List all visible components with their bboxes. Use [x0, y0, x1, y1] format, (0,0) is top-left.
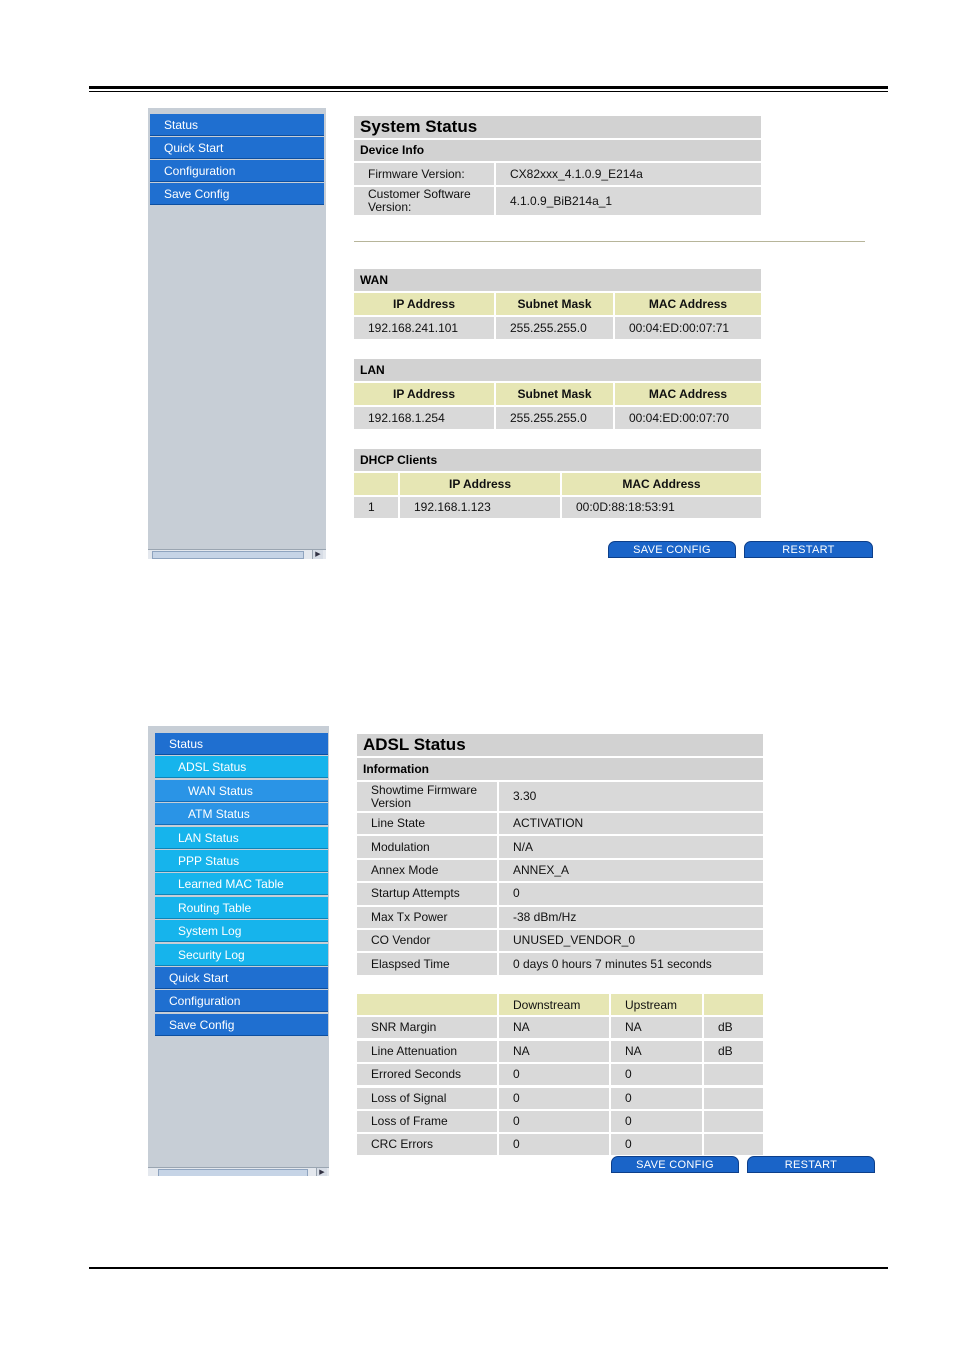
menu-item-lan-status[interactable]: LAN Status: [155, 827, 328, 849]
menu-item-configuration[interactable]: Configuration: [155, 990, 328, 1012]
info-label: Modulation: [357, 836, 497, 857]
lan-ip-value: 192.168.1.254: [354, 407, 494, 429]
stats-cell: [704, 1134, 763, 1155]
adsl-status-screenshot: [148, 726, 875, 1176]
stats-row-label: SNR Margin: [357, 1017, 497, 1038]
stats-col-header: [704, 994, 763, 1015]
lan-heading: LAN: [354, 359, 761, 381]
system-status-screenshot: [148, 108, 875, 559]
menu-item-learned-mac-table[interactable]: Learned MAC Table: [155, 873, 328, 895]
bottom-rule: [89, 1267, 888, 1269]
stats-cell: [704, 1111, 763, 1132]
info-label: Line State: [357, 813, 497, 834]
stats-cell: NA: [611, 1017, 702, 1038]
stats-row-label: Loss of Signal: [357, 1088, 497, 1109]
stats-cell: 0: [499, 1134, 609, 1155]
save-config-button[interactable]: SAVE CONFIG: [611, 1156, 739, 1173]
menu-item-quick-start[interactable]: Quick Start: [155, 967, 328, 989]
customer-software-value: 4.1.0.9_BiB214a_1: [496, 187, 761, 215]
section-divider: [354, 241, 865, 242]
stats-col-header: [357, 994, 497, 1015]
stats-cell: 0: [611, 1111, 702, 1132]
scroll-thumb[interactable]: [152, 551, 304, 559]
menu-item-status[interactable]: Status: [155, 733, 328, 755]
menu-item-save-config[interactable]: Save Config: [155, 1014, 328, 1036]
device-info-heading: Device Info: [354, 140, 761, 161]
info-value: UNUSED_VENDOR_0: [499, 930, 763, 951]
info-value: 0: [499, 883, 763, 904]
info-value: -38 dBm/Hz: [499, 907, 763, 928]
dhcp-ip-value: 192.168.1.123: [400, 497, 560, 518]
stats-cell: dB: [704, 1041, 763, 1062]
button-bar: [329, 1156, 875, 1176]
dhcp-col-mac: MAC Address: [562, 473, 761, 495]
info-value: 0 days 0 hours 7 minutes 51 seconds: [499, 953, 763, 974]
stats-row-label: CRC Errors: [357, 1134, 497, 1155]
stats-col-header: Upstream: [611, 994, 702, 1015]
info-label: Annex Mode: [357, 860, 497, 881]
info-value: 3.30: [499, 782, 763, 811]
menu-item-security-log[interactable]: Security Log: [155, 944, 328, 966]
menu-item-status[interactable]: Status: [150, 114, 324, 136]
customer-software-label: Customer Software Version:: [354, 187, 494, 215]
page-title: ADSL Status: [357, 734, 763, 756]
wan-ip-value: 192.168.241.101: [354, 317, 494, 339]
wan-mac-value: 00:04:ED:00:07:71: [615, 317, 761, 339]
menu-item-system-log[interactable]: System Log: [155, 920, 328, 942]
info-label: CO Vendor: [357, 930, 497, 951]
stats-cell: 0: [499, 1111, 609, 1132]
info-label: Max Tx Power: [357, 907, 497, 928]
dhcp-col-ip: IP Address: [400, 473, 560, 495]
stats-cell: 0: [499, 1064, 609, 1085]
dhcp-col-index: [354, 473, 398, 495]
button-bar: [326, 540, 875, 559]
menu-item-adsl-status[interactable]: ADSL Status: [155, 756, 328, 778]
save-config-button[interactable]: SAVE CONFIG: [608, 541, 736, 558]
stats-row-label: Loss of Frame: [357, 1111, 497, 1132]
wan-col-subnet: Subnet Mask: [496, 293, 613, 315]
stats-cell: [704, 1064, 763, 1085]
stats-cell: NA: [499, 1017, 609, 1038]
information-heading: Information: [357, 758, 763, 780]
wan-col-mac: MAC Address: [615, 293, 761, 315]
menu-item-ppp-status[interactable]: PPP Status: [155, 850, 328, 872]
dhcp-mac-value: 00:0D:88:18:53:91: [562, 497, 761, 518]
scroll-right-arrow-icon[interactable]: ▶: [312, 550, 323, 559]
info-label: Showtime Firmware Version: [357, 782, 497, 811]
info-value: N/A: [499, 836, 763, 857]
restart-button[interactable]: RESTART: [747, 1156, 875, 1173]
info-label: Startup Attempts: [357, 883, 497, 904]
stats-cell: 0: [611, 1088, 702, 1109]
info-value: ACTIVATION: [499, 813, 763, 834]
stats-cell: [704, 1088, 763, 1109]
lan-col-subnet: Subnet Mask: [496, 383, 613, 405]
stats-cell: dB: [704, 1017, 763, 1038]
menu-item-save-config[interactable]: Save Config: [150, 183, 324, 205]
stats-cell: 0: [611, 1064, 702, 1085]
main-content: [329, 726, 875, 1156]
scroll-right-arrow-icon[interactable]: ▶: [316, 1168, 327, 1176]
wan-heading: WAN: [354, 269, 761, 291]
sidebar-scrollbar[interactable]: [148, 549, 326, 559]
menu-item-wan-status[interactable]: WAN Status: [155, 780, 328, 802]
lan-col-mac: MAC Address: [615, 383, 761, 405]
lan-col-ip: IP Address: [354, 383, 494, 405]
stats-row-label: Errored Seconds: [357, 1064, 497, 1085]
stats-cell: 0: [611, 1134, 702, 1155]
dhcp-index-value: 1: [354, 497, 398, 518]
menu-item-routing-table[interactable]: Routing Table: [155, 897, 328, 919]
wan-col-ip: IP Address: [354, 293, 494, 315]
stats-cell: NA: [611, 1041, 702, 1062]
sidebar: [148, 108, 326, 559]
stats-col-header: Downstream: [499, 994, 609, 1015]
sidebar-scrollbar[interactable]: [148, 1167, 329, 1176]
lan-subnet-value: 255.255.255.0: [496, 407, 613, 429]
main-content: [326, 108, 875, 540]
wan-subnet-value: 255.255.255.0: [496, 317, 613, 339]
page-title: System Status: [354, 116, 761, 138]
menu-item-configuration[interactable]: Configuration: [150, 160, 324, 182]
scroll-thumb[interactable]: [158, 1169, 308, 1176]
stats-row-label: Line Attenuation: [357, 1041, 497, 1062]
top-rule-thin: [89, 91, 888, 92]
menu-item-quick-start[interactable]: Quick Start: [150, 137, 324, 159]
firmware-version-label: Firmware Version:: [354, 163, 494, 185]
restart-button[interactable]: RESTART: [744, 541, 873, 558]
lan-mac-value: 00:04:ED:00:07:70: [615, 407, 761, 429]
info-label: Elaspsed Time: [357, 953, 497, 974]
stats-cell: NA: [499, 1041, 609, 1062]
dhcp-heading: DHCP Clients: [354, 449, 761, 471]
stats-cell: 0: [499, 1088, 609, 1109]
info-value: ANNEX_A: [499, 860, 763, 881]
sidebar: [148, 726, 329, 1176]
menu-item-atm-status[interactable]: ATM Status: [155, 803, 328, 825]
firmware-version-value: CX82xxx_4.1.0.9_E214a: [496, 163, 761, 185]
top-rule: [89, 86, 888, 89]
